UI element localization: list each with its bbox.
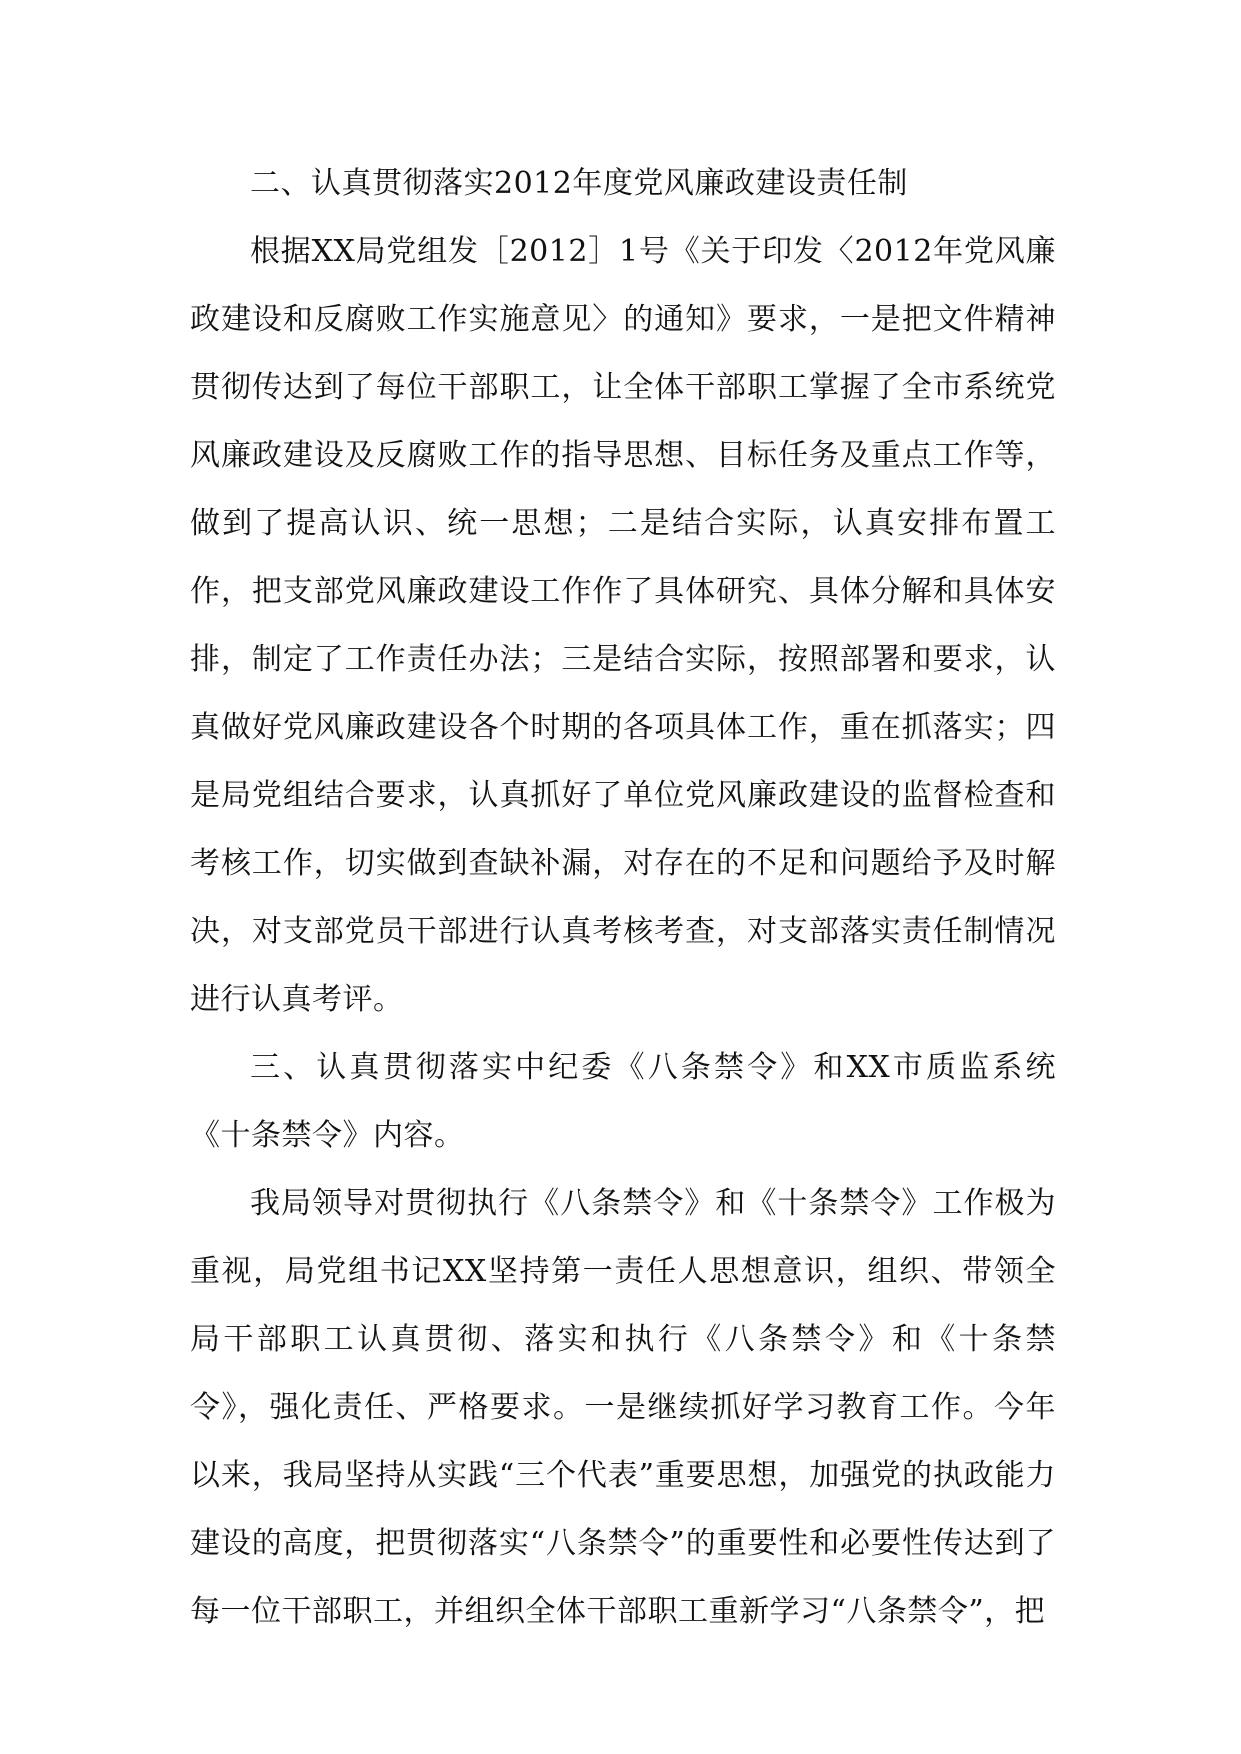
document-body (190, 150, 1056, 1646)
body-paragraph-1: 根据XX局党组发［2012］1号《关于印发〈2012年党风廉政建设和反腐败工作实施意见〉的通知》要求，一是把文件精神贯彻传达到了每位干部职工，让全体干部职工掌握了全市系统党风廉政建设及反腐败工作的指导思想、目标任务及重点工作等，做到了提高认识、统一思想；二是结合实际，认真安排布置工作，把支部党风廉政建设工作作了具体研究、具体分解和具体安排，制定了工作责任办法；三是结合实际，按照部署和要求，认真做好党风廉政建设各个时期的各项具体工作，重在抓落实；四是局党组结合要求，认真抓好了单位党风廉政建设的监督检查和考核工作，切实做到查缺补漏，对存在的不足和问题给予及时解决，对支部党员干部进行认真考核考查，对支部落实责任制情况进行认真考评。 (190, 234, 1056, 1017)
section-heading-2: 二、认真贯彻落实2012年度党风廉政建设责任制 (250, 166, 908, 201)
body-paragraph-2: 我局领导对贯彻执行《八条禁令》和《十条禁令》工作极为重视，局党组书记XX坚持第一责任人思想意识，组织、带领全局干部职工认真贯彻、落实和执行《八条禁令》和《十条禁令》，强化责任、严格要求。一是继续抓好学习教育工作。今年以来，我局坚持从实践“三个代表”重要思想，加强党的执政能力建设的高度，把贯彻落实“八条禁令”的重要性和必要性传达到了每一位干部职工，并组织全体干部职工重新学习“八条禁令”，把 (190, 1186, 1056, 1629)
section-heading-3: 三、认真贯彻落实中纪委《八条禁令》和XX市质监系统《十条禁令》内容。 (190, 1050, 1056, 1153)
